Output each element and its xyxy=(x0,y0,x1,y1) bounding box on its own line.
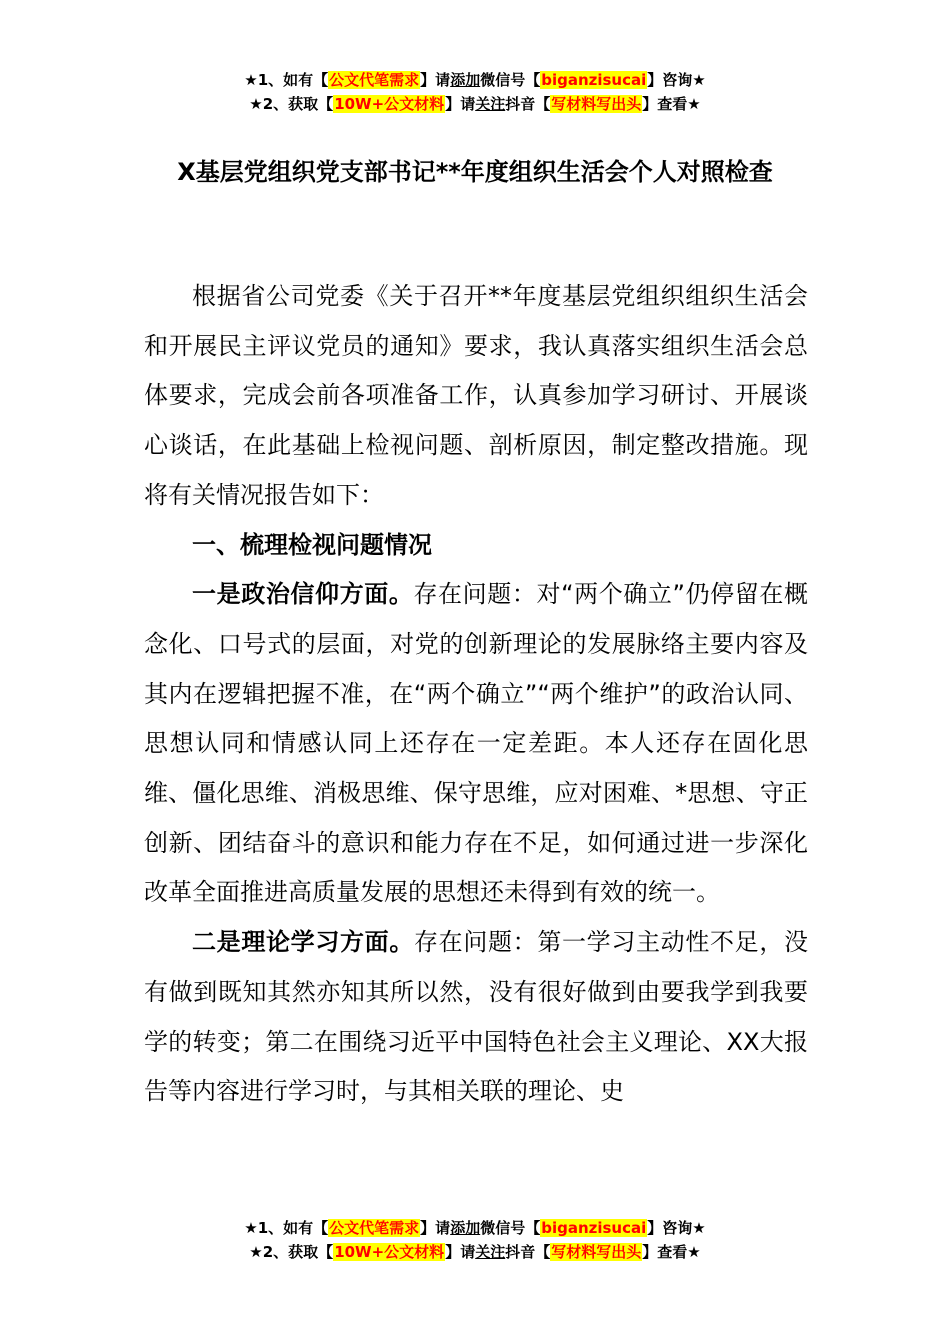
banner-line-1 xyxy=(0,1216,950,1240)
highlight-douyin-id: 写材料写出头 xyxy=(551,1243,642,1261)
item-1-text: 存在问题：对“两个确立”仍停留在概念化、口号式的层面，对党的创新理论的发展脉络主要内容及其内在逻辑把握不准，在“两个确立”“两个维护”的政治认同、思想认同和情感认同上还存在一定差距。本人还存在固化思维、僵化思维、消极思维、保守思维，应对困难、*思想、守正创新、团结奋斗的意识和能力存在不足，如何通过进一步深化改革全面推进高质量发展的思想还未得到有效的统一。 xyxy=(144,580,808,907)
highlight-wechat-id: biganzisucai xyxy=(541,1219,647,1237)
banner-text: ★1、如有【 xyxy=(244,1219,329,1237)
banner-text: ★2、获取【 xyxy=(249,95,334,113)
item-2-lead: 二是理论学习方面。 xyxy=(192,928,414,957)
section-heading: 一、梳理检视问题情况 xyxy=(192,530,432,559)
banner-text: 】查看★ xyxy=(642,1243,701,1261)
underlined-add: 添加 xyxy=(450,71,481,89)
highlight-douyin-id: 写材料写出头 xyxy=(551,95,642,113)
banner-text: 】请 xyxy=(445,95,476,113)
item-2-text: 存在问题：第一学习主动性不足，没有做到既知其然亦知其所以然，没有很好做到由要我学到我要学的转变；第二在围绕习近平中国特色社会主义理论、XX大报告等内容进行学习时，与其相关联的理论、史 xyxy=(144,928,808,1106)
footer-banner xyxy=(0,1216,950,1264)
banner-text: 微信号【 xyxy=(480,1219,541,1237)
banner-text: 】查看★ xyxy=(642,95,701,113)
intro-paragraph: 根据省公司党委《关于召开**年度基层党组织组织生活会和开展民主评议党员的通知》要求，我认真落实组织生活会总体要求，完成会前各项准备工作，认真参加学习研讨、开展谈心谈话，在此基础上检视问题、剖析原因，制定整改措施。现将有关情况报告如下： xyxy=(144,282,808,509)
highlight-wechat-id: biganzisucai xyxy=(541,71,647,89)
item-1-lead: 一是政治信仰方面。 xyxy=(192,580,414,609)
item-2-paragraph xyxy=(144,918,808,1117)
document-title: X基层党组织党支部书记**年度组织生活会个人对照检查 xyxy=(177,158,773,186)
banner-text: ★1、如有【 xyxy=(244,71,329,89)
item-1-paragraph xyxy=(144,570,808,918)
banner-line-2 xyxy=(0,1240,950,1264)
highlight-service: 公文代笔需求 xyxy=(329,1219,420,1237)
header-banner xyxy=(0,68,950,116)
banner-text: 】请 xyxy=(420,1219,451,1237)
banner-text: 】咨询★ xyxy=(647,1219,706,1237)
underlined-follow: 关注 xyxy=(475,95,506,113)
banner-line-2 xyxy=(0,92,950,116)
banner-text: 抖音【 xyxy=(505,1243,551,1261)
banner-text: 】请 xyxy=(420,71,451,89)
underlined-add: 添加 xyxy=(450,1219,481,1237)
underlined-follow: 关注 xyxy=(475,1243,506,1261)
highlight-materials: 10W+公文材料 xyxy=(334,95,445,113)
banner-text: 】请 xyxy=(445,1243,476,1261)
highlight-materials: 10W+公文材料 xyxy=(334,1243,445,1261)
banner-text: ★2、获取【 xyxy=(249,1243,334,1261)
banner-text: 微信号【 xyxy=(480,71,541,89)
banner-text: 抖音【 xyxy=(505,95,551,113)
banner-line-1 xyxy=(0,68,950,92)
highlight-service: 公文代笔需求 xyxy=(329,71,420,89)
document-body xyxy=(144,272,808,1117)
banner-text: 】咨询★ xyxy=(647,71,706,89)
